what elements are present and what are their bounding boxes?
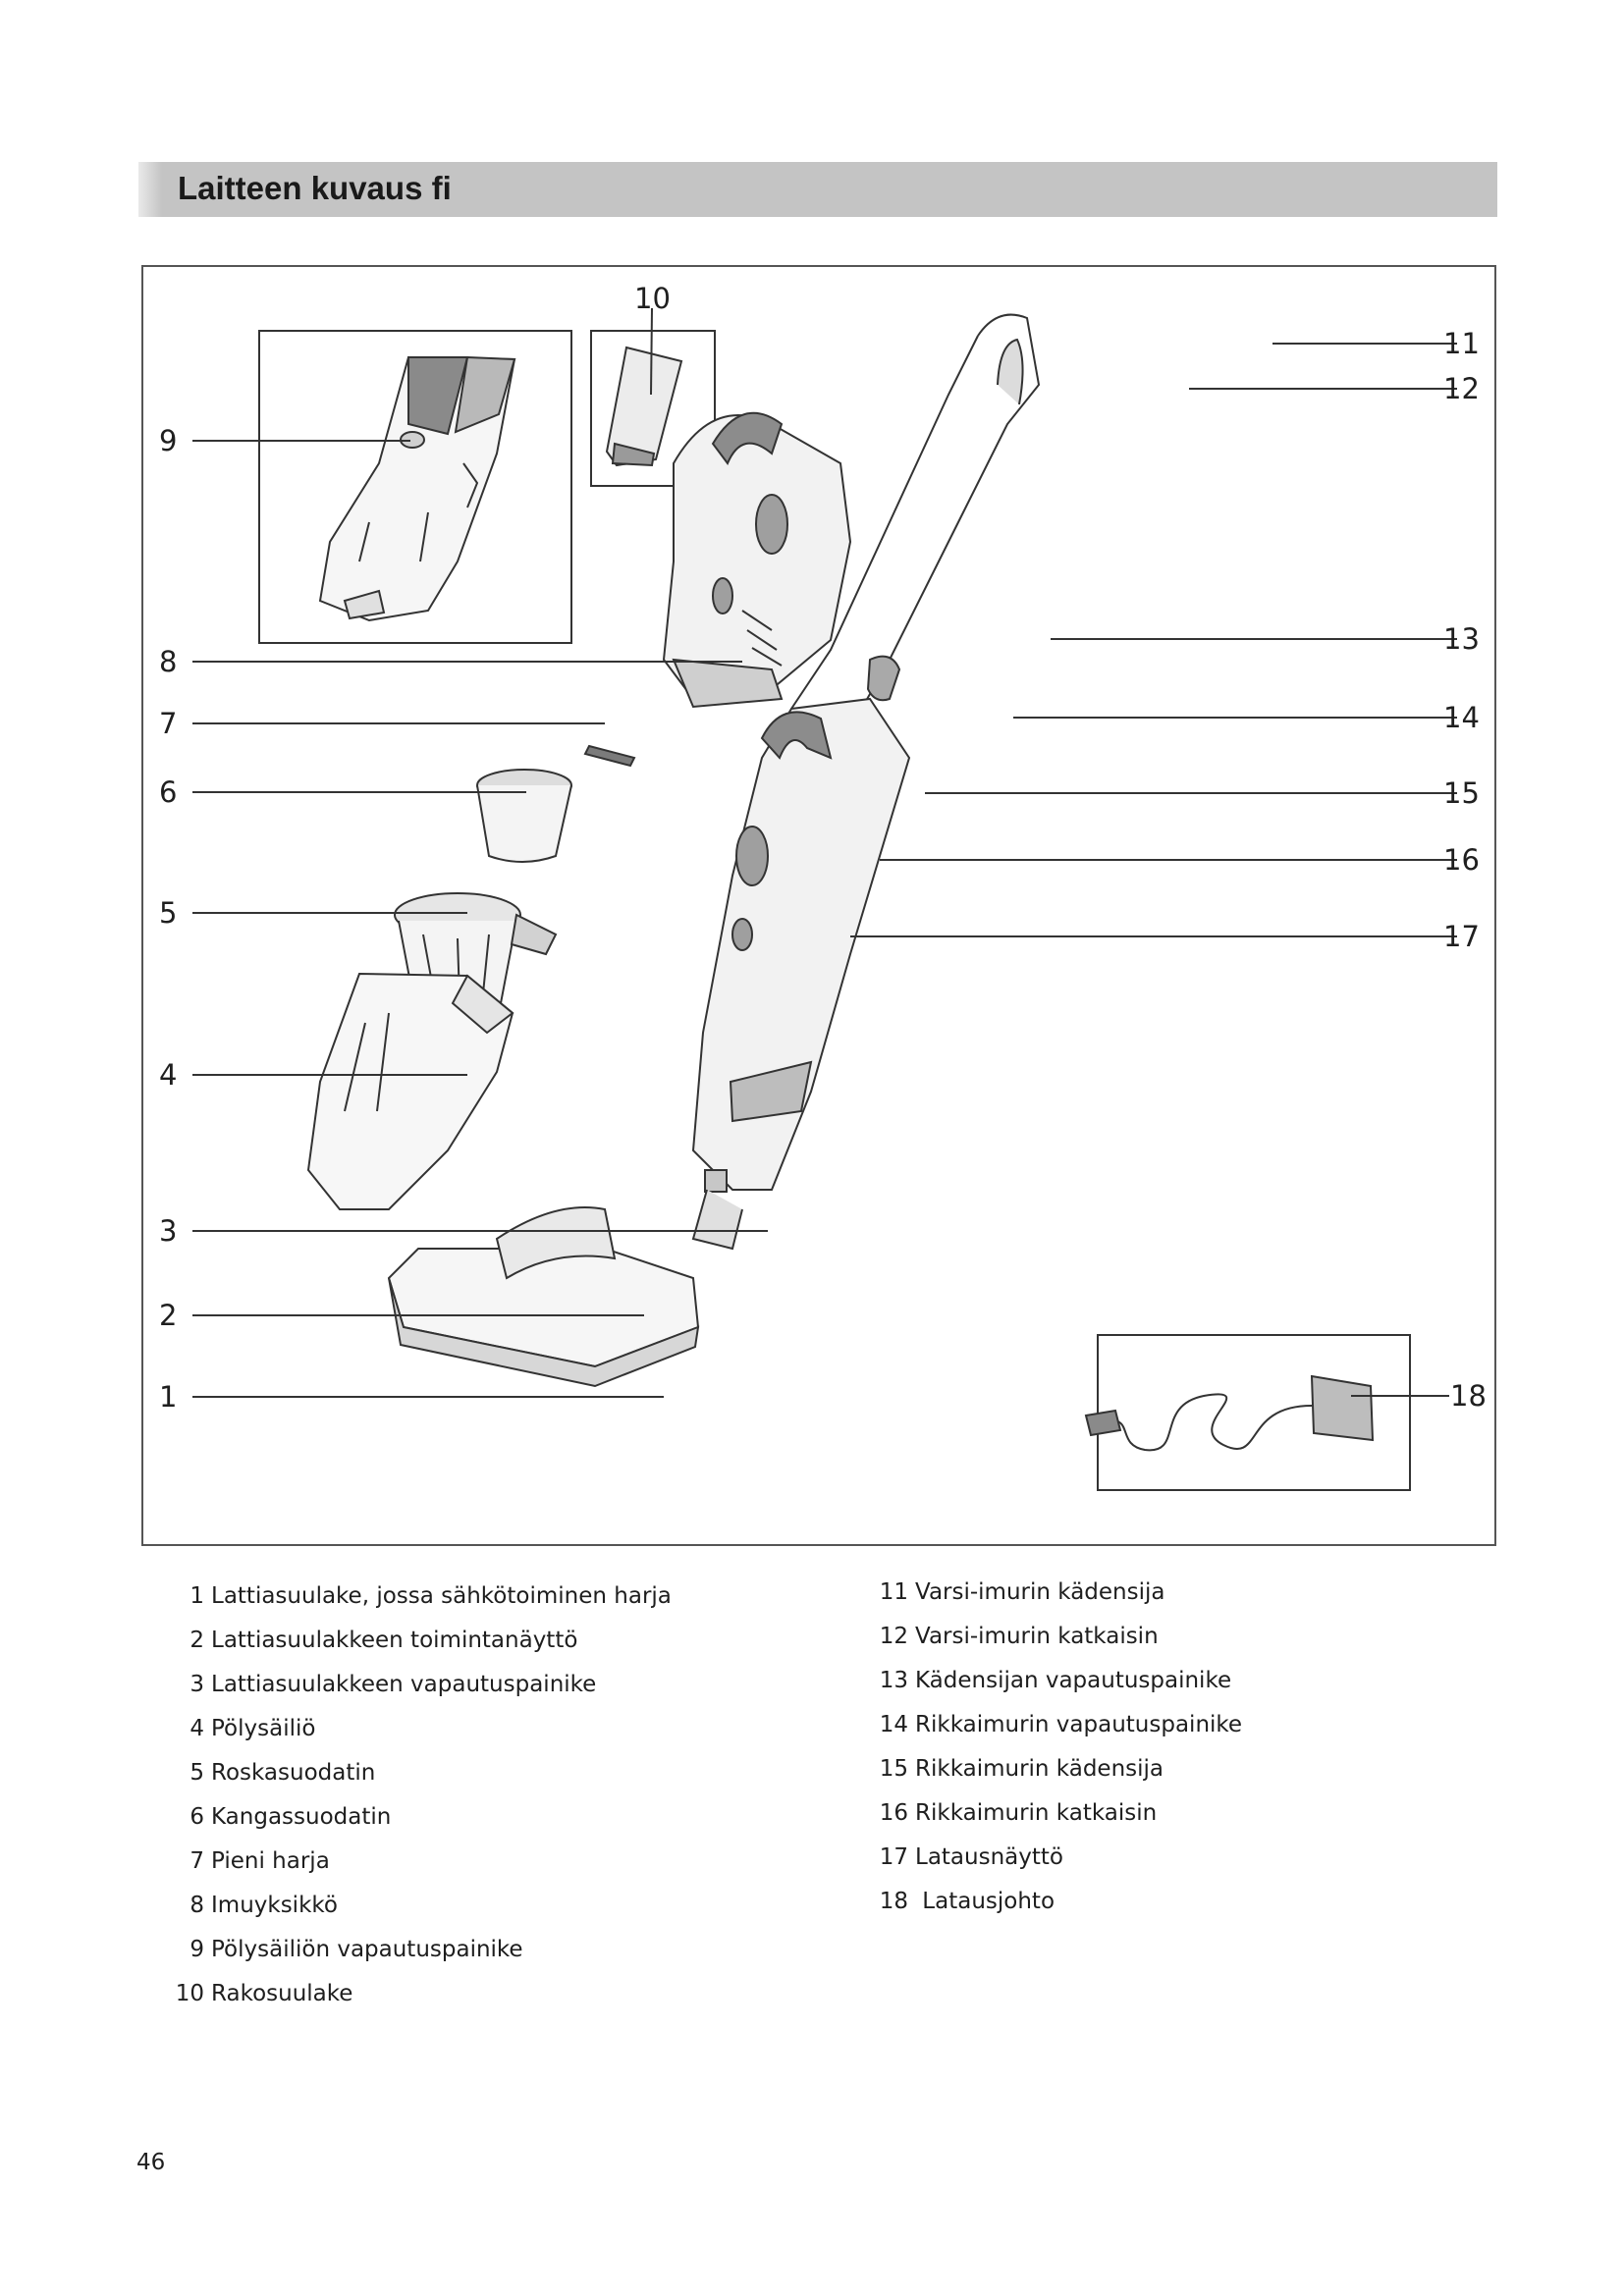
legend-number: 6 xyxy=(189,1804,204,1830)
legend-item xyxy=(167,1928,672,1972)
legend-item xyxy=(879,1791,1242,1836)
legend-text: Varsi-imurin katkaisin xyxy=(915,1624,1159,1649)
callout-17: 17 xyxy=(1443,920,1480,953)
legend-number: 4 xyxy=(189,1716,204,1741)
callout-1: 1 xyxy=(159,1380,178,1414)
page-number: 46 xyxy=(136,2150,166,2175)
legend-item xyxy=(167,1795,672,1840)
legend-item xyxy=(879,1880,1242,1924)
legend-number: 15 xyxy=(879,1756,908,1782)
legend-number: 18 xyxy=(879,1889,908,1914)
callout-3: 3 xyxy=(159,1214,178,1248)
legend-text: Lattiasuulake, jossa sähkötoiminen harja xyxy=(211,1583,672,1609)
legend-item xyxy=(167,1751,672,1795)
callout-11: 11 xyxy=(1443,327,1480,360)
charger-cable-illustration xyxy=(1086,1376,1373,1450)
section-header-bar xyxy=(138,162,1497,217)
callout-5: 5 xyxy=(159,896,178,930)
legend-number: 8 xyxy=(189,1893,204,1918)
vacuum-illustration xyxy=(143,267,1494,1544)
legend-item xyxy=(167,1619,672,1663)
legend-text: Rikkaimurin katkaisin xyxy=(915,1800,1158,1826)
legend-right-column xyxy=(879,1571,1242,1924)
legend-text: Kangassuodatin xyxy=(211,1804,392,1830)
legend-text: Roskasuodatin xyxy=(211,1760,376,1786)
legend-item xyxy=(879,1615,1242,1659)
callout-9: 9 xyxy=(159,424,178,457)
legend-text: Pieni harja xyxy=(211,1848,330,1874)
legend-item xyxy=(879,1659,1242,1703)
crevice-nozzle-illustration xyxy=(607,347,681,465)
callout-15: 15 xyxy=(1443,776,1480,810)
legend-text: Pölysäiliö xyxy=(211,1716,316,1741)
callout-4: 4 xyxy=(159,1058,178,1092)
callout-13: 13 xyxy=(1443,622,1480,656)
legend-number: 5 xyxy=(189,1760,204,1786)
legend-text: Latausnäyttö xyxy=(915,1844,1063,1870)
legend-left-column xyxy=(167,1575,672,2016)
legend-item xyxy=(879,1571,1242,1615)
legend-text: Imuyksikkö xyxy=(211,1893,338,1918)
dust-container-illustration xyxy=(308,974,513,1209)
legend-item xyxy=(167,1707,672,1751)
callout-10: 10 xyxy=(634,282,671,315)
callout-16: 16 xyxy=(1443,843,1480,877)
legend-text: Rakosuulake xyxy=(211,1981,353,2006)
legend-text: Pölysäiliön vapautuspainike xyxy=(211,1937,523,1962)
device-diagram xyxy=(141,265,1496,1546)
cloth-filter-illustration xyxy=(477,770,571,862)
legend-number: 9 xyxy=(189,1937,204,1962)
legend-text: Lattiasuulakkeen vapautuspainike xyxy=(211,1672,597,1697)
legend-text: Rikkaimurin vapautuspainike xyxy=(915,1712,1243,1737)
legend-text: Lattiasuulakkeen toimintanäyttö xyxy=(211,1628,578,1653)
legend-text: Varsi-imurin kädensija xyxy=(915,1579,1165,1605)
callout-7: 7 xyxy=(159,707,178,740)
legend-number: 12 xyxy=(879,1624,908,1649)
callout-8: 8 xyxy=(159,645,178,678)
legend-item xyxy=(167,1840,672,1884)
callout-12: 12 xyxy=(1443,372,1480,405)
legend-text: Rikkaimurin kädensija xyxy=(915,1756,1164,1782)
legend-item xyxy=(167,1575,672,1619)
leader-line-10 xyxy=(651,308,652,395)
legend-number: 10 xyxy=(175,1981,204,2006)
legend-number: 16 xyxy=(879,1800,908,1826)
legend-number: 14 xyxy=(879,1712,908,1737)
legend-number: 17 xyxy=(879,1844,908,1870)
section-title: Laitteen kuvaus fi xyxy=(178,170,452,206)
legend-number: 1 xyxy=(189,1583,204,1609)
small-brush-illustration xyxy=(585,746,634,766)
legend-number: 2 xyxy=(189,1628,204,1653)
legend-item xyxy=(167,1972,672,2016)
legend-number: 7 xyxy=(189,1848,204,1874)
legend-item xyxy=(879,1703,1242,1747)
legend-item xyxy=(879,1747,1242,1791)
callout-6: 6 xyxy=(159,775,178,809)
legend-text: Latausjohto xyxy=(915,1889,1056,1914)
dust-container-back-illustration xyxy=(320,357,514,620)
legend-text: Kädensijan vapautuspainike xyxy=(915,1668,1232,1693)
callout-14: 14 xyxy=(1443,701,1480,734)
legend-item xyxy=(167,1663,672,1707)
legend-number: 3 xyxy=(189,1672,204,1697)
callout-2: 2 xyxy=(159,1299,178,1332)
legend-item xyxy=(879,1836,1242,1880)
legend-item xyxy=(167,1884,672,1928)
callout-18: 18 xyxy=(1450,1379,1487,1413)
legend-number: 11 xyxy=(879,1579,908,1605)
legend-number: 13 xyxy=(879,1668,908,1693)
